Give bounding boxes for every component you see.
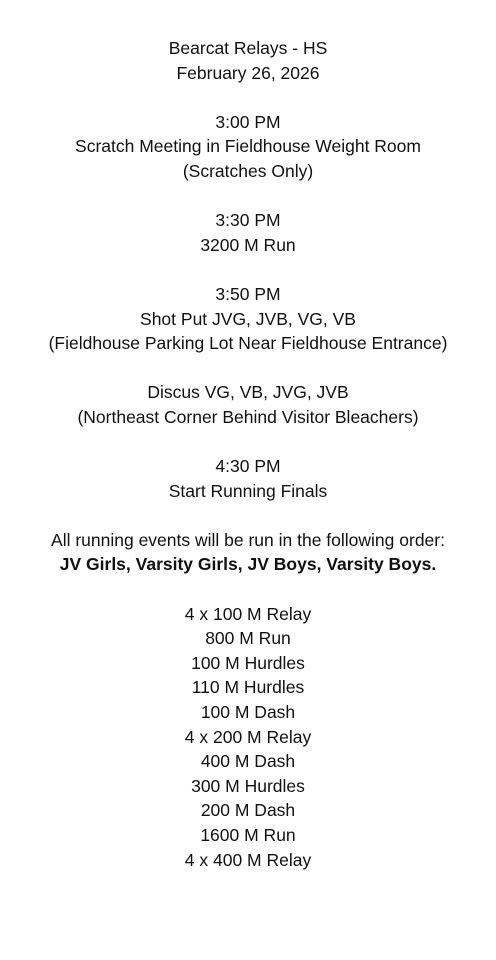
spacer <box>0 356 496 381</box>
list-item: 100 M Dash <box>200 702 296 723</box>
schedule-event: 3200 M Run <box>200 234 296 255</box>
list-item: 800 M Run <box>205 628 291 649</box>
list-item: 1600 M Run <box>200 825 296 845</box>
order-notice: All running events will be run in the following order: <box>51 529 445 550</box>
schedule-note: (Fieldhouse Parking Lot Near Fieldhouse Entrance) <box>48 333 448 354</box>
spacer <box>0 577 496 602</box>
meet-title: Bearcat Relays - HS <box>168 38 328 58</box>
running-events-list <box>0 602 496 873</box>
schedule-note: (Scratches Only) <box>182 160 314 181</box>
schedule-event: Shot Put JVG, JVB, VG, VB <box>140 308 356 329</box>
list-item: 4 x 200 M Relay <box>184 726 312 747</box>
spacer <box>0 85 496 110</box>
spacer <box>0 503 496 528</box>
schedule-time: 3:50 PM <box>215 283 281 304</box>
meet-date: February 26, 2026 <box>176 62 320 83</box>
list-item: 100 M Hurdles <box>191 652 305 673</box>
list-item: 400 M Dash <box>200 751 296 772</box>
spacer <box>0 430 496 455</box>
list-item: 4 x 400 M Relay <box>184 849 312 870</box>
meet-schedule-document <box>0 36 496 872</box>
schedule-note: (Northeast Corner Behind Visitor Bleachers) <box>77 406 419 427</box>
schedule-event: Scratch Meeting in Fieldhouse Weight Room <box>75 136 421 157</box>
list-item: 200 M Dash <box>200 800 296 821</box>
spacer <box>0 257 496 282</box>
running-order: JV Girls, Varsity Girls, JV Boys, Varsity Boys. <box>59 554 437 575</box>
schedule-time: 3:00 PM <box>215 111 281 132</box>
schedule-event: Start Running Finals <box>168 480 328 501</box>
list-item: 300 M Hurdles <box>191 775 305 796</box>
list-item: 110 M Hurdles <box>191 677 305 698</box>
schedule-time: 4:30 PM <box>215 456 281 477</box>
schedule-event: Discus VG, VB, JVG, JVB <box>147 382 349 403</box>
schedule-time: 3:30 PM <box>215 210 281 231</box>
list-item: 4 x 100 M Relay <box>184 603 312 624</box>
spacer <box>0 184 496 209</box>
